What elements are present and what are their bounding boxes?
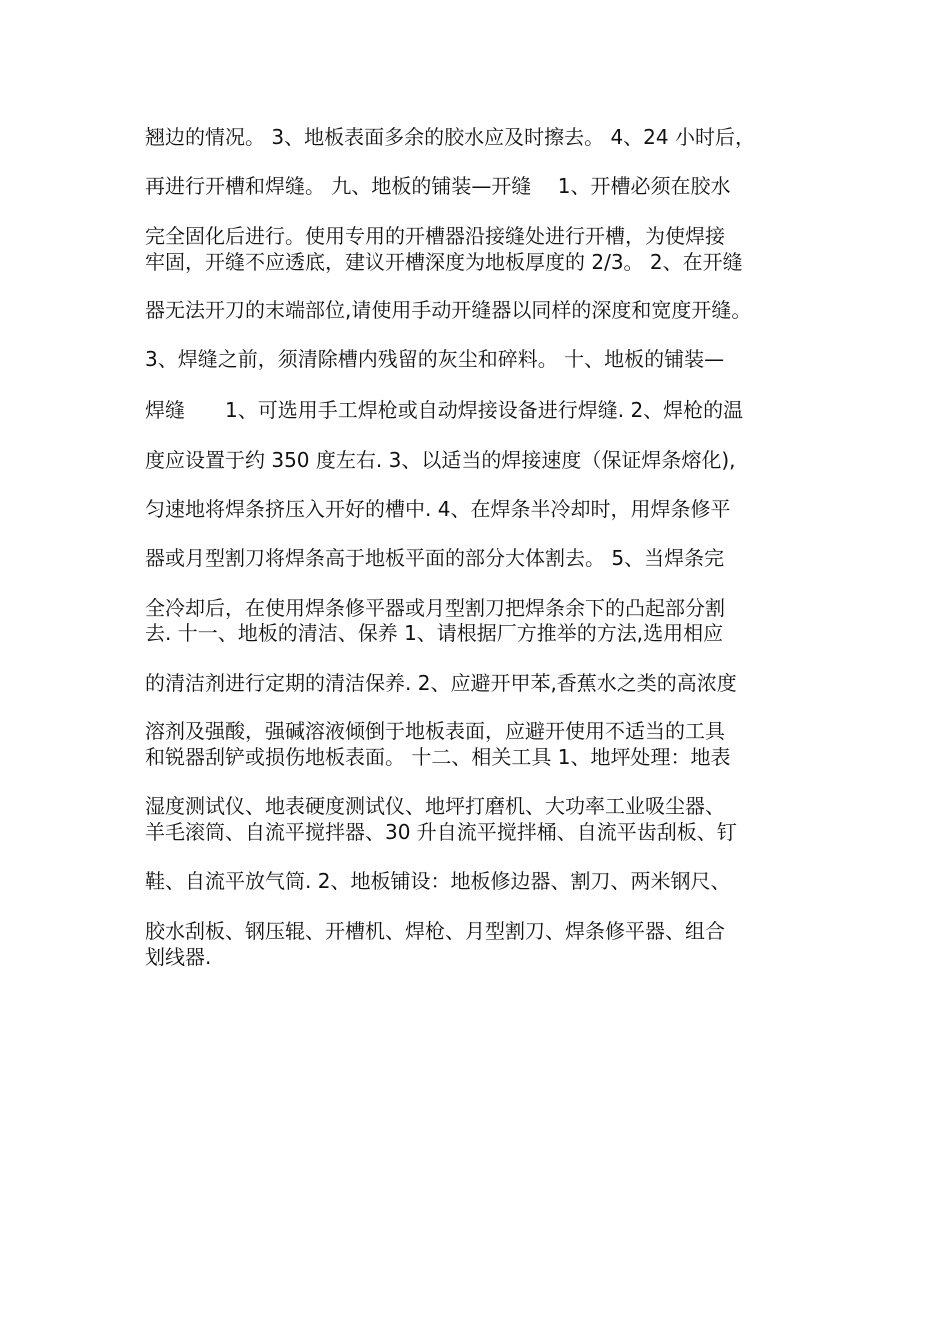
text-line-4: 牢固，开缝不应透底，建议开槽深度为地板厚度的 2/3。 2、在开缝 <box>145 250 743 274</box>
text-line-15: 和锐器刮铲或损伤地板表面。 十二、相关工具 1、地坪处理：地表 <box>145 745 731 769</box>
text-line-20: 划线器. <box>145 945 212 969</box>
text-line-5: 器无法开刀的末端部位,请使用手动开缝器以同样的深度和宽度开缝。 <box>145 298 752 322</box>
text-line-13: 的清洁剂进行定期的清洁保养. 2、应避开甲苯,香蕉水之类的高浓度 <box>145 671 737 695</box>
text-line-1: 翘边的情况。 3、地板表面多余的胶水应及时擦去。 4、24 小时后， <box>145 125 755 149</box>
text-line-8: 度应设置于约 350 度左右. 3、以适当的焊接速度（保证焊条熔化), <box>145 448 736 472</box>
text-line-7: 焊缝 1、可选用手工焊枪或自动焊接设备进行焊缝. 2、焊枪的温 <box>145 398 744 422</box>
text-line-6: 3、焊缝之前，须清除槽内残留的灰尘和碎料。 十、地板的铺装— <box>145 347 725 371</box>
text-line-19: 胶水刮板、钢压辊、开槽机、焊枪、月型割刀、焊条修平器、组合 <box>145 919 725 943</box>
text-line-11: 全冷却后，在使用焊条修平器或月型割刀把焊条余下的凸起部分割 <box>145 596 725 620</box>
text-line-14: 溶剂及强酸，强碱溶液倾倒于地板表面，应避开使用不适当的工具 <box>145 719 725 743</box>
text-line-9: 匀速地将焊条挤压入开好的槽中. 4、在焊条半冷却时，用焊条修平 <box>145 497 731 521</box>
text-line-12: 去. 十一、地板的清洁、保养 1、请根据厂方推举的方法,选用相应 <box>145 621 724 645</box>
text-line-16: 湿度测试仪、地表硬度测试仪、地坪打磨机、大功率工业吸尘器、 <box>145 794 725 818</box>
text-line-18: 鞋、自流平放气筒. 2、地板铺设：地板修边器、割刀、两米钢尺、 <box>145 869 731 893</box>
text-line-10: 器或月型割刀将焊条高于地板平面的部分大体割去。 5、当焊条完 <box>145 546 725 570</box>
text-line-17: 羊毛滚筒、自流平搅拌器、30 升自流平搅拌桶、自流平齿刮板、钉 <box>145 820 737 844</box>
text-line-2: 再进行开槽和焊缝。 九、地板的铺装—开缝 1、开槽必须在胶水 <box>145 174 731 198</box>
text-line-3: 完全固化后进行。使用专用的开槽器沿接缝处进行开槽，为使焊接 <box>145 224 725 248</box>
